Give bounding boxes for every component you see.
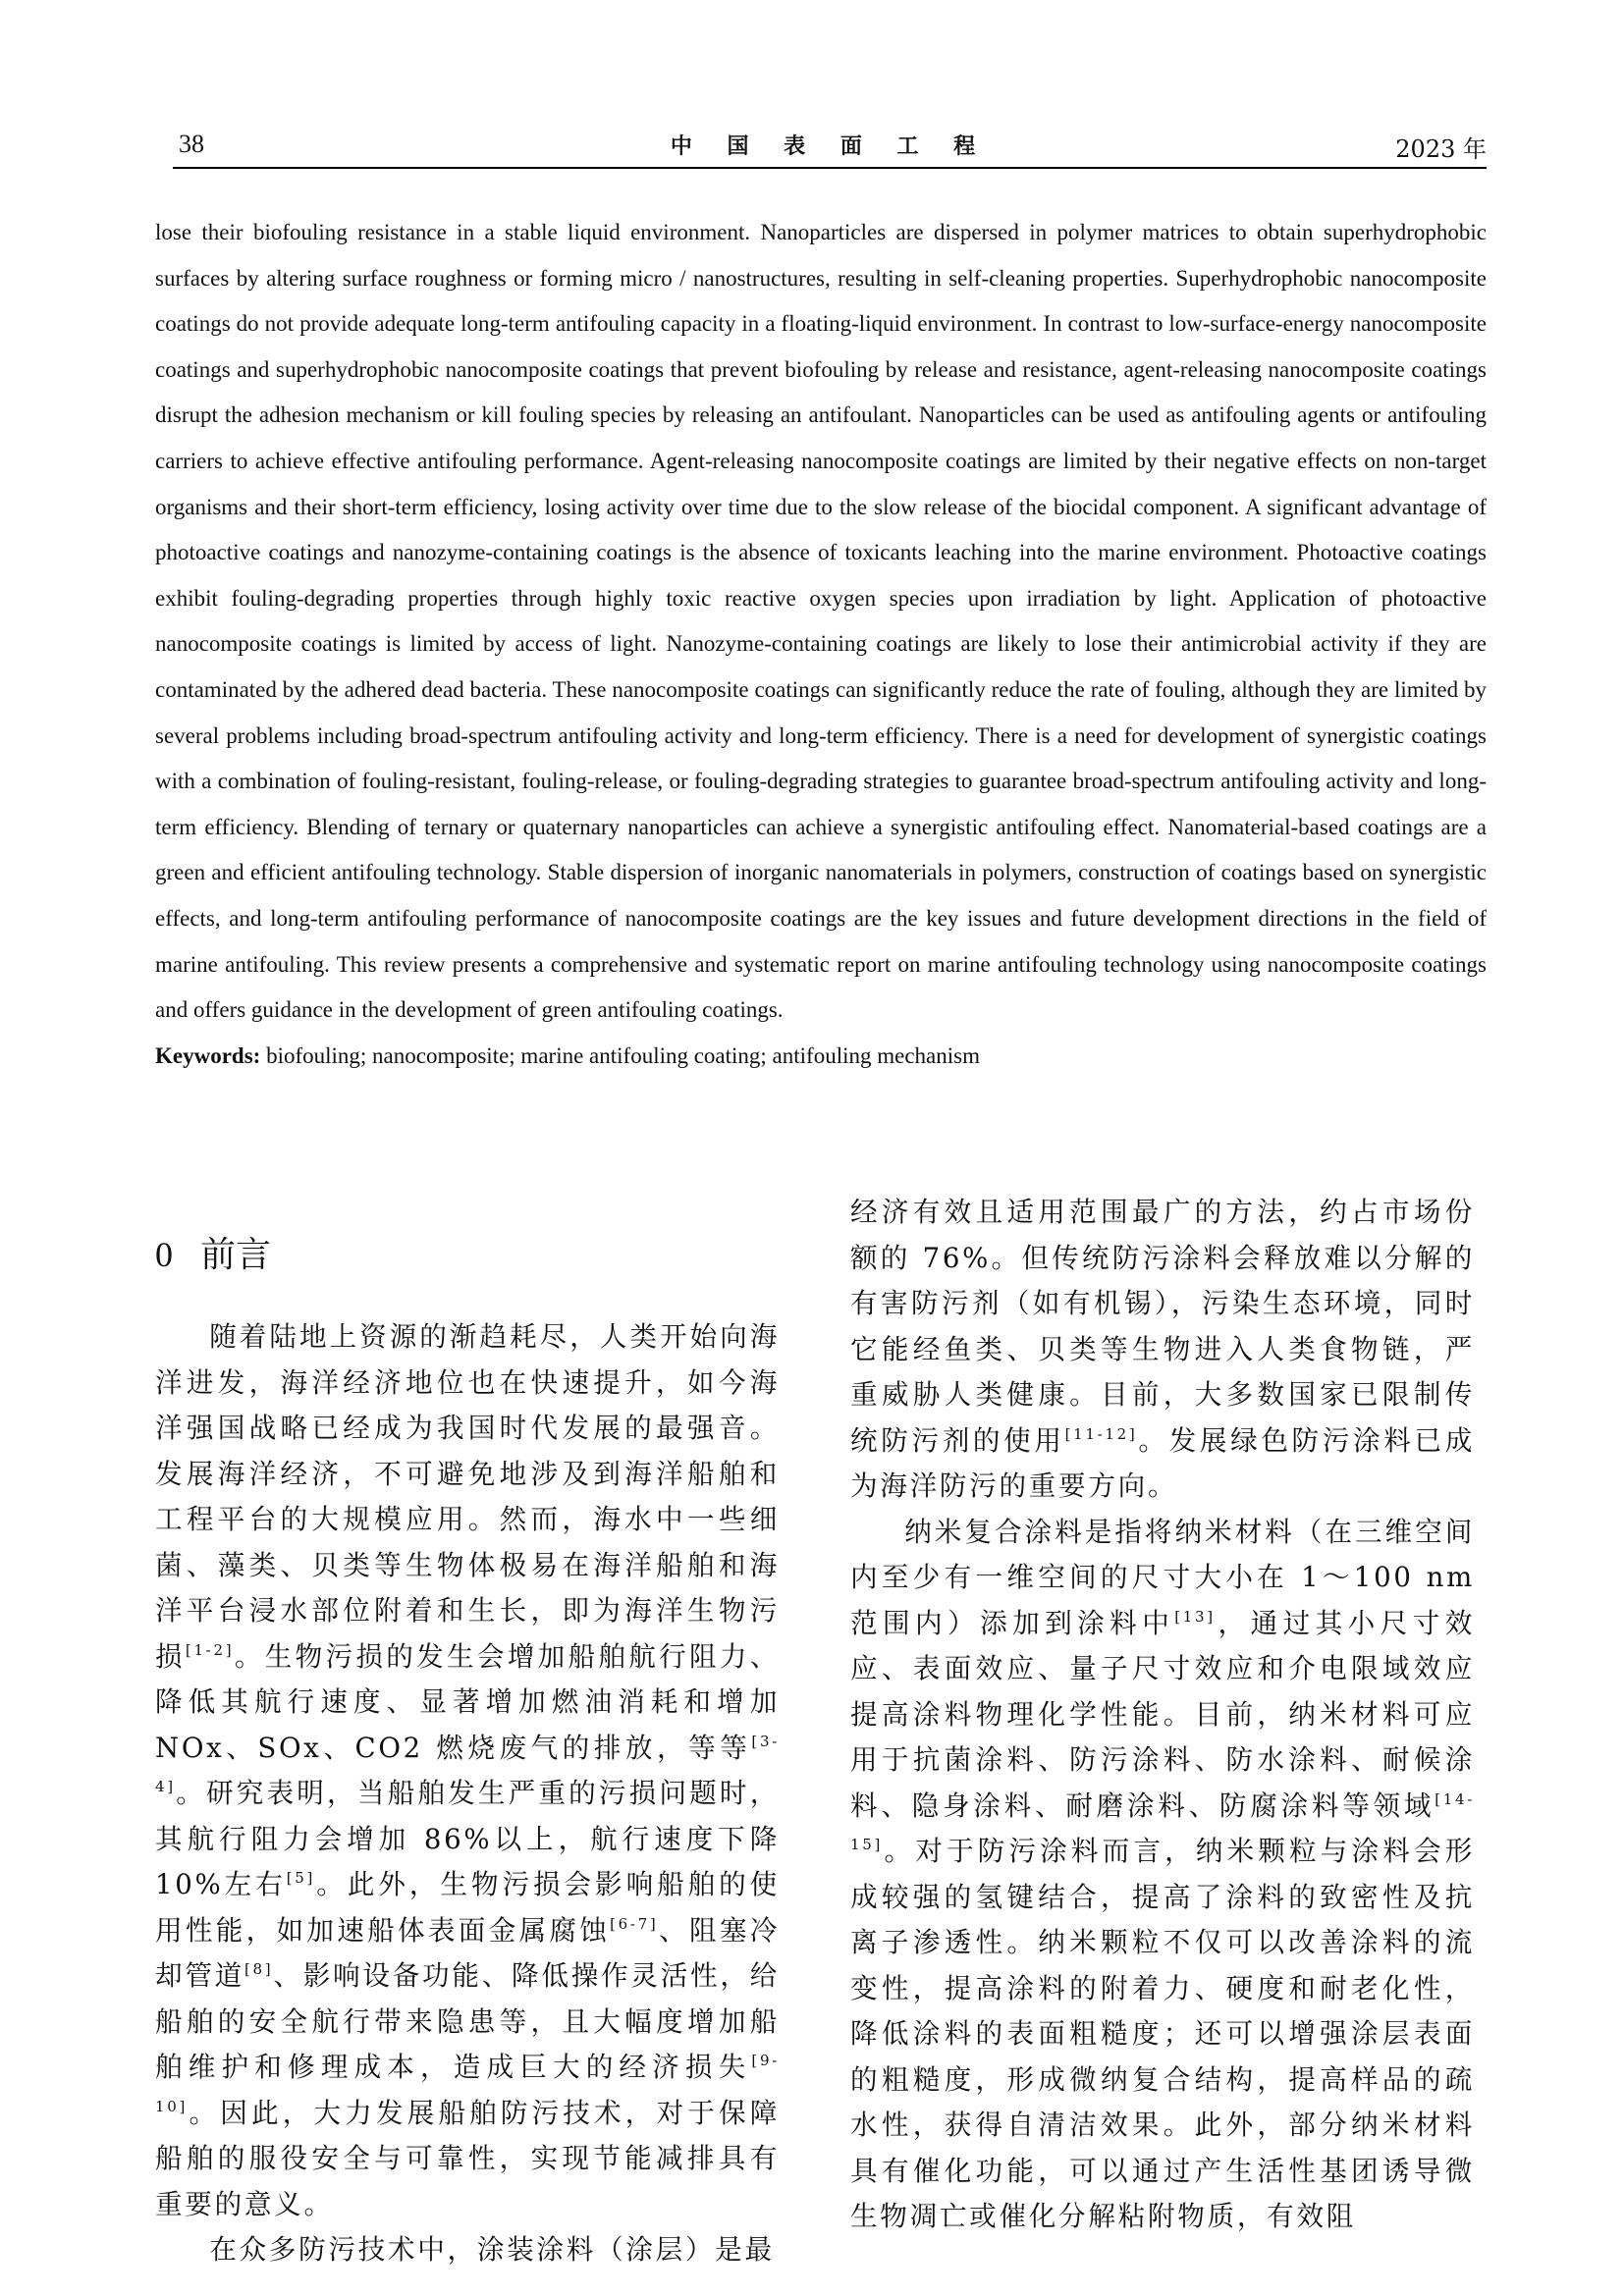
keywords-line <box>155 1034 1487 1080</box>
publication-year: 2023 年 <box>1395 135 1487 163</box>
left-column <box>155 1198 780 2273</box>
intro-paragraph-1 <box>155 1314 780 2227</box>
citation: [9-10] <box>155 2052 780 2115</box>
continued-paragraph <box>850 1190 1475 1510</box>
journal-name: 中 国 表 面 工 程 <box>670 133 990 159</box>
abstract-text: lose their biofouling resistance in a stable liquid environment. Nanoparticles are dispersed in polymer matrices to obtain superhydrophobic surfaces by altering surface roughness or forming micro / nanostructures, resulting in self-cleaning properties. Superhydrophobic nanocomposite coatings do not provide adequate long-term antifouling capacity in a floating-liquid environment. In contrast to low-surface-energy nanocomposite coatings and superhydrophobic nanocomposite coatings that prevent biofouling by release and resistance, agent-releasing nanocomposite coatings disrupt the adhesion mechanism or kill fouling species by releasing an antifoulant. Nanoparticles can be used as antifouling agents or antifouling carriers to achieve effective antifouling performance. Agent-releasing nanocomposite coatings are limited by their negative effects on non-target organisms and their short-term efficiency, losing activity over time due to the slow release of the biocidal component. A significant advantage of photoactive coatings and nanozyme-containing coatings is the absence of toxicants leaching into the marine environment. Photoactive coatings exhibit fouling-degrading properties through highly toxic reactive oxygen species upon irradiation by light. Application of photoactive nanocomposite coatings is limited by access of light. Nanozyme-containing coatings are likely to lose their antimicrobial activity if they are contaminated by the adhered dead bacteria. These nanocomposite coatings can significantly reduce the rate of fouling, although they are limited by several problems including broad-spectrum antifouling activity and long-term efficiency. There is a need for development of synergistic coatings with a combination of fouling-resistant, fouling-release, or fouling-degrading strategies to guarantee broad-spectrum antifouling activity and long-term efficiency. Blending of ternary or quaternary nanoparticles can achieve a synergistic antifouling effect. Nanomaterial-based coatings are a green and efficient antifouling technology. Stable dispersion of inorganic nanomaterials in polymers, construction of coatings based on synergistic effects, and long-term antifouling performance of nanocomposite coatings are the key issues and future development directions in the field of marine antifouling. This review presents a comprehensive and systematic report on marine antifouling technology using nanocomposite coatings and offers guidance in the development of green antifouling coatings. <box>155 220 1487 1023</box>
text-run: 。对于防污涂料而言，纳米颗粒与涂料会形成较强的氢键结合，提高了涂料的致密性及抗离子渗透性。纳米颗粒不仅可以改善涂料的流变性，提高涂料的附着力、硬度和耐老化性，降低涂料的表面粗糙度；还可以增强涂层表面的粗糙度，形成微纳复合结构，提高样品的疏水性，获得自清洁效果。此外，部分纳米材料具有催化功能，可以通过产生活性基团诱导微生物凋亡或催化分解粘附物质，有效阻 <box>850 1835 1475 2232</box>
text-run: 随着陆地上资源的渐趋耗尽，人类开始向海洋进发，海洋经济地位也在快速提升，如今海洋强国战略已经成为我国时代发展的最强音。发展海洋经济，不可避免地涉及到海洋船舶和工程平台的大规模应用。然而，海水中一些细菌、藻类、贝类等生物体极易在海洋船舶和海洋平台浸水部位附着和生长，即为海洋生物污损 <box>155 1320 780 1673</box>
intro-paragraph-2: 在众多防污技术中，涂装涂料（涂层）是最 <box>209 2233 775 2266</box>
citation: [8] <box>244 1960 274 1978</box>
page-header <box>173 128 1487 169</box>
citation: [5] <box>286 1869 316 1887</box>
text-run: 经济有效且适用范围最广的方法，约占市场份额的 76%。但传统防污涂料会释放难以分解的有害防污剂（如有机锡），污染生态环境，同时它能经鱼类、贝类等生物进入人类食物链，严重威胁人类健康。目前，大多数国家已限制传统防污剂的使用 <box>850 1196 1475 1457</box>
right-column <box>850 1190 1475 2240</box>
citation: [3-4] <box>155 1732 780 1795</box>
text-run: 、阻塞冷却管道 <box>155 1913 780 1992</box>
text-run: 。发展绿色防污涂料已成为海洋防污的重要方向。 <box>850 1423 1475 1502</box>
text-run: ，通过其小尺寸效应、表面效应、量子尺寸效应和介电限域效应提高涂料物理化学性能。目前，纳米材料可应用于抗菌涂料、防污涂料、防水涂料、耐候涂料、隐身涂料、耐磨涂料、防腐涂料等领域 <box>850 1606 1475 1822</box>
keywords-label: Keywords: <box>155 1042 261 1068</box>
citation: [11-12] <box>1064 1424 1138 1443</box>
text-run: 、影响设备功能、降低操作灵活性，给船舶的安全航行带来隐患等，且大幅度增加船舶维护和修理成本，造成巨大的经济损失 <box>155 1959 780 2083</box>
english-abstract <box>155 210 1487 1079</box>
citation: [6-7] <box>610 1914 659 1933</box>
text-run: 纳米复合涂料是指将纳米材料（在三维空间内至少有一维空间的尺寸大小在 1～100 nm 范围内）添加到涂料中 <box>850 1515 1475 1639</box>
section-title: 前言 <box>200 1235 272 1275</box>
keywords-list: biofouling; nanocomposite; marine antifouling coating; antifouling mechanism <box>266 1042 980 1068</box>
citation: [13] <box>1174 1607 1216 1626</box>
section-heading <box>155 1231 780 1279</box>
section-number: 0 <box>155 1235 173 1274</box>
page-number: 38 <box>179 130 204 158</box>
citation: [14-15] <box>850 1789 1475 1853</box>
nanocomposite-paragraph <box>850 1510 1475 2240</box>
citation: [1-2] <box>185 1640 235 1659</box>
text-run: 。研究表明，当船舶发生严重的污损问题时，其航行阻力会增加 86%以上，航行速度下降 10%左右 <box>155 1777 780 1900</box>
text-run: 。生物污损的发生会增加船舶航行阻力、降低其航行速度、显著增加燃油消耗和增加 NOx、SOx、CO2 燃烧废气的排放，等等 <box>155 1639 781 1764</box>
text-run: 。此外，生物污损会影响船舶的使用性能，如加速船体表面金属腐蚀 <box>155 1868 780 1947</box>
text-run: 。因此，大力发展船舶防污技术，对于保障船舶的服役安全与可靠性，实现节能减排具有重要的意义。 <box>155 2096 780 2220</box>
